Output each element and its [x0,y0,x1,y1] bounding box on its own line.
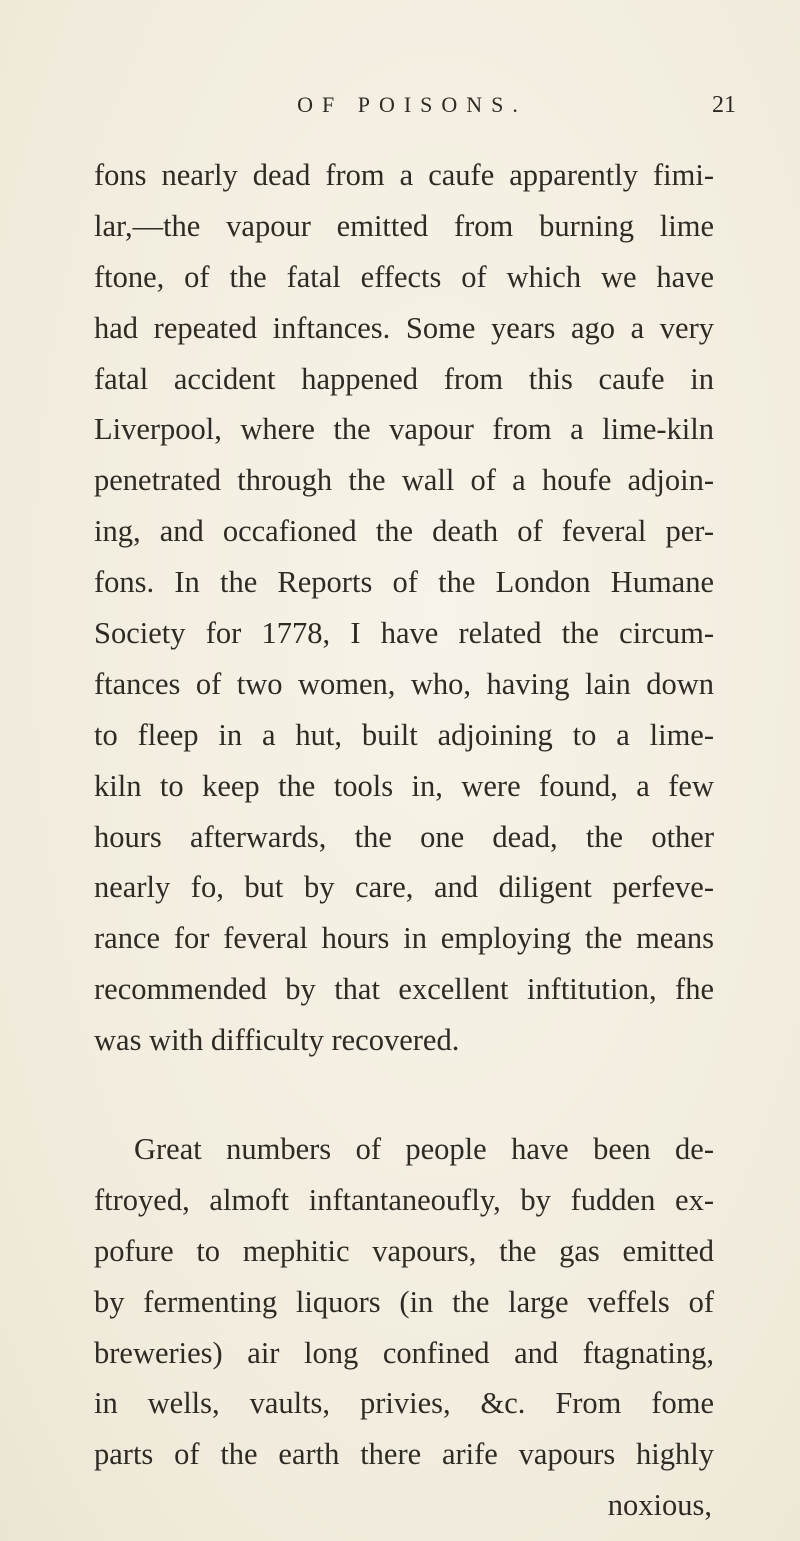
running-head: OF POISONS. [297,92,527,117]
text-line: rance for feveral hours in employing the means [94,921,714,956]
text-line: kiln to keep the tools in, were found, a few [94,768,714,803]
text-line: breweries) air long confined and ftagnating, [94,1335,714,1370]
text-line: was with difficulty recovered. [94,1023,460,1058]
text-line: ing, and occafioned the death of feveral per- [94,514,714,549]
body-text [94,150,714,1531]
text-line: ftroyed, almoft inftantaneoufly, by fudden ex- [94,1182,714,1217]
text-line: had repeated inftances. Some years ago a very [94,310,714,345]
text-line: parts of the earth there arife vapours highly [94,1437,714,1472]
text-line: by fermenting liquors (in the large veffels of [94,1284,714,1319]
text-line: lar,—the vapour emitted from burning lime [94,208,714,243]
text-line: Great numbers of people have been de- [134,1132,714,1167]
text-line: Society for 1778, I have related the circum- [94,616,714,651]
text-line: ftone, of the fatal effects of which we have [94,259,714,294]
text-line: ftances of two women, who, having lain down [94,666,714,701]
paragraph-2 [94,1124,714,1480]
text-line: penetrated through the wall of a houfe adjoin- [94,463,714,498]
page-number: 21 [712,92,736,118]
page-header [0,92,800,132]
text-line: pofure to mephitic vapours, the gas emitted [94,1233,714,1268]
text-line: nearly fo, but by care, and diligent perfeve- [94,870,714,905]
text-line: hours afterwards, the one dead, the other [94,819,714,854]
text-line: fatal accident happened from this caufe in [94,361,714,396]
text-line: to fleep in a hut, built adjoining to a lime- [94,717,714,752]
text-line: Liverpool, where the vapour from a lime-kiln [94,412,714,447]
text-line: recommended by that excellent inftitution, fhe [94,972,714,1007]
text-line: fons. In the Reports of the London Humane [94,565,714,600]
text-line: in wells, vaults, privies, &c. From fome [94,1386,714,1421]
paragraph-gap [94,1066,714,1124]
paragraph-1 [94,150,714,1066]
text-line: fons nearly dead from a caufe apparently fimi- [94,158,714,192]
catchword: noxious, [607,1488,712,1523]
